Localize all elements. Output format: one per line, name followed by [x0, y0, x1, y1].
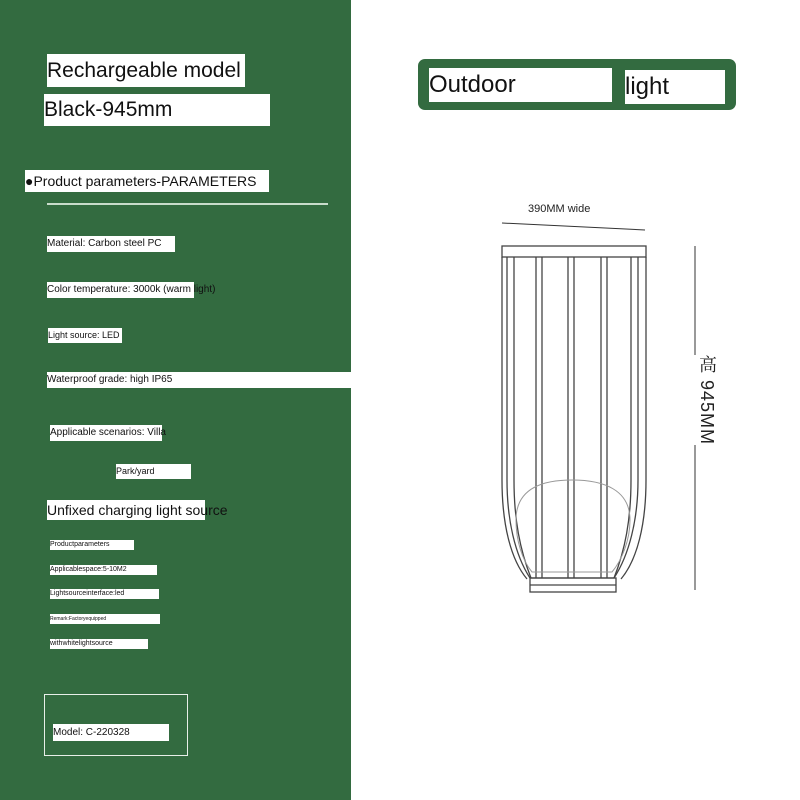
lamp-bulb: [516, 480, 630, 572]
model-number: Model: C-220328: [53, 724, 169, 741]
small-param: Remark:Factoryequipped: [50, 614, 160, 624]
small-param: withwhitelightsource: [50, 639, 148, 649]
subheading: Unfixed charging light source: [47, 502, 228, 518]
badge-label-left: Outdoor: [429, 68, 612, 102]
small-param: Applicablespace:5-10M2: [50, 565, 157, 575]
section-heading: ●Product parameters-PARAMETERS: [25, 170, 269, 192]
param-scenarios: Applicable scenarios: Villa: [50, 425, 162, 441]
small-param: Productparameters: [50, 540, 134, 550]
badge-label-right: light: [625, 70, 725, 104]
product-subtitle: Black-945mm: [44, 94, 270, 126]
height-dimension-label: 高 945MM: [686, 355, 720, 445]
width-dimension-label: 390MM wide: [528, 203, 591, 215]
width-dimension-line: [502, 223, 645, 230]
lamp-cage: [502, 246, 646, 592]
small-param: Lightsourceinterface:led: [50, 589, 159, 599]
product-title: Rechargeable model: [47, 54, 245, 87]
param-light-source: Light source: LED: [48, 328, 122, 343]
param-waterproof: Waterproof grade: high IP65: [47, 372, 351, 388]
param-scenarios-cont: Park/yard: [116, 464, 191, 479]
param-color-temperature: Color temperature: 3000k (warm light): [47, 282, 194, 298]
param-material: Material: Carbon steel PC: [47, 236, 175, 252]
